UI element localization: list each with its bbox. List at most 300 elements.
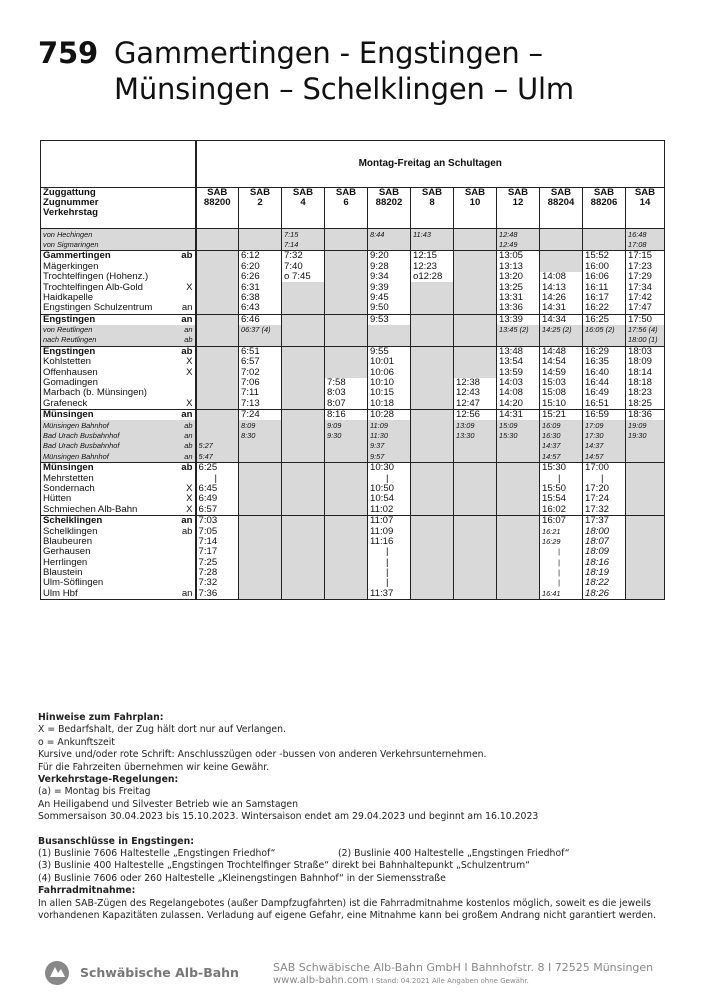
station-name: Mägerkingen bbox=[43, 261, 99, 272]
timetable-row bbox=[41, 229, 665, 240]
time-cell bbox=[411, 410, 454, 421]
route-number: 759 bbox=[38, 36, 98, 70]
time-cell bbox=[411, 303, 454, 314]
stop-flag: ab bbox=[184, 335, 193, 345]
station-name: Blaubeuren bbox=[43, 536, 93, 547]
stop-flag: X bbox=[186, 483, 193, 494]
time-cell bbox=[368, 325, 411, 335]
timetable-row bbox=[41, 526, 665, 536]
timetable-row bbox=[41, 388, 665, 398]
time-cell: 9:20 bbox=[368, 251, 411, 262]
station-name: Schmiechen Alb-Bahn bbox=[43, 504, 138, 515]
station-cell bbox=[41, 578, 196, 588]
stop-flag: an bbox=[181, 314, 193, 325]
timetable-row bbox=[41, 346, 665, 357]
station-cell bbox=[41, 357, 196, 367]
time-cell bbox=[196, 282, 239, 292]
station-name: Herrlingen bbox=[43, 557, 88, 568]
time-cell: 14:08 bbox=[497, 388, 540, 398]
station-cell bbox=[41, 547, 196, 557]
time-cell: 7:17 bbox=[196, 547, 239, 557]
stop-flag: X bbox=[186, 367, 193, 378]
time-cell: 7:32 bbox=[282, 251, 325, 262]
time-cell: 16:51 bbox=[583, 399, 626, 410]
time-cell bbox=[454, 282, 497, 292]
hinweise-heading: Hinweise zum Fahrplan: bbox=[38, 712, 164, 723]
time-cell: | bbox=[540, 473, 583, 483]
time-cell: 18:14 bbox=[626, 367, 665, 377]
time-cell: 18:19 bbox=[583, 568, 626, 578]
brand-name: Schwäbische Alb-Bahn bbox=[80, 965, 239, 980]
company-address: SAB Schwäbische Alb-Bahn GmbH I Bahnhofstr. 8 I 72525 Münsingen bbox=[273, 961, 654, 974]
time-cell bbox=[497, 589, 540, 600]
train-header-cell: 88200 bbox=[196, 198, 239, 208]
time-cell bbox=[196, 357, 239, 367]
time-cell: 10:28 bbox=[368, 410, 411, 421]
time-cell: 12:47 bbox=[454, 399, 497, 410]
time-cell bbox=[411, 357, 454, 367]
timetable-row bbox=[41, 537, 665, 547]
time-cell bbox=[411, 462, 454, 473]
station-name: Engstingen bbox=[43, 346, 96, 357]
stop-flag: an bbox=[181, 409, 193, 421]
time-cell bbox=[325, 505, 368, 516]
time-cell bbox=[282, 589, 325, 600]
time-cell bbox=[454, 558, 497, 568]
time-cell bbox=[411, 431, 454, 441]
time-cell: 9:50 bbox=[368, 303, 411, 314]
time-cell bbox=[239, 462, 282, 473]
train-header-cell: SAB bbox=[583, 188, 626, 199]
time-cell bbox=[325, 473, 368, 483]
time-cell: 12:15 bbox=[411, 251, 454, 262]
row-label: Verkehrstag bbox=[41, 208, 196, 229]
station-name: Marbach (b. Münsingen) bbox=[43, 388, 147, 399]
time-cell bbox=[626, 473, 665, 483]
timetable-row bbox=[41, 494, 665, 504]
stop-flag: an bbox=[181, 515, 193, 527]
time-cell: 10:01 bbox=[368, 357, 411, 367]
row-label: Zugnummer bbox=[41, 198, 196, 208]
time-cell bbox=[325, 293, 368, 303]
time-cell bbox=[454, 568, 497, 578]
station-name: Ulm Hbf bbox=[43, 588, 78, 599]
time-cell: 6:57 bbox=[196, 505, 239, 516]
time-cell bbox=[626, 462, 665, 473]
station-name: Trochtelfingen (Hohenz.) bbox=[43, 271, 149, 283]
time-cell: 16:06 bbox=[583, 272, 626, 282]
time-cell bbox=[411, 240, 454, 251]
time-cell: 15:03 bbox=[540, 378, 583, 388]
time-cell bbox=[626, 568, 665, 578]
timetable-row bbox=[41, 262, 665, 272]
station-name: Münsingen Bahnhof bbox=[43, 451, 109, 461]
time-cell bbox=[411, 484, 454, 494]
time-cell bbox=[282, 388, 325, 398]
time-cell: 7:32 bbox=[196, 578, 239, 588]
train-type-row bbox=[41, 188, 665, 199]
time-cell: 17:30 bbox=[583, 431, 626, 441]
time-cell: 6:38 bbox=[239, 293, 282, 303]
time-cell: 5:27 bbox=[196, 441, 239, 451]
time-cell bbox=[282, 515, 325, 526]
time-cell bbox=[325, 357, 368, 367]
time-cell: 11:43 bbox=[411, 229, 454, 240]
time-cell: 15:21 bbox=[540, 410, 583, 421]
time-cell: 9:28 bbox=[368, 262, 411, 272]
time-cell bbox=[282, 399, 325, 410]
time-cell bbox=[325, 282, 368, 292]
station-cell bbox=[41, 484, 196, 494]
time-cell: 18:03 bbox=[626, 346, 665, 357]
time-cell: 13:54 bbox=[497, 357, 540, 367]
time-cell: 15:50 bbox=[540, 484, 583, 494]
time-cell bbox=[282, 420, 325, 430]
time-cell: 15:08 bbox=[540, 388, 583, 398]
time-cell: 16:17 bbox=[583, 293, 626, 303]
station-cell bbox=[41, 441, 196, 451]
time-cell: 14:03 bbox=[497, 378, 540, 388]
time-cell: 16:25 bbox=[583, 314, 626, 325]
time-cell bbox=[626, 452, 665, 463]
time-cell: 16:07 bbox=[540, 515, 583, 526]
time-cell: 18:22 bbox=[583, 578, 626, 588]
time-cell bbox=[325, 578, 368, 588]
station-name: Schelklingen bbox=[43, 515, 103, 527]
time-cell bbox=[411, 293, 454, 303]
time-cell bbox=[626, 515, 665, 526]
time-cell bbox=[196, 378, 239, 388]
time-cell bbox=[196, 293, 239, 303]
time-cell bbox=[325, 262, 368, 272]
time-cell: | bbox=[368, 558, 411, 568]
time-cell: 12:23 bbox=[411, 262, 454, 272]
station-cell bbox=[41, 388, 196, 398]
time-cell bbox=[454, 240, 497, 251]
station-cell bbox=[41, 240, 196, 251]
time-cell bbox=[411, 420, 454, 430]
time-cell: 11:37 bbox=[368, 589, 411, 600]
time-cell bbox=[626, 547, 665, 557]
time-cell: 18:07 bbox=[583, 537, 626, 547]
time-cell: 17:08 bbox=[626, 240, 665, 251]
time-cell: 15:52 bbox=[583, 251, 626, 262]
time-cell bbox=[239, 578, 282, 588]
time-cell bbox=[540, 262, 583, 272]
time-cell bbox=[454, 589, 497, 600]
time-cell: 17:42 bbox=[626, 293, 665, 303]
time-cell: 7:25 bbox=[196, 558, 239, 568]
time-cell: 16:22 bbox=[583, 303, 626, 314]
train-header-cell: SAB bbox=[540, 188, 583, 199]
time-cell bbox=[411, 367, 454, 377]
title-line-1: Gammertingen - Engstingen – bbox=[114, 36, 543, 70]
time-cell: | bbox=[540, 547, 583, 557]
station-name: Engstingen bbox=[43, 314, 96, 325]
fahrrad-heading: Fahrradmitnahme: bbox=[38, 885, 136, 897]
time-cell bbox=[497, 547, 540, 557]
bus-note-4: (4) Buslinie 7606 oder 260 Haltestelle „Kleinengstingen Bahnhof“ in der Siemensstraße bbox=[38, 872, 446, 884]
time-cell: 14:31 bbox=[497, 410, 540, 421]
time-cell bbox=[454, 515, 497, 526]
time-cell bbox=[325, 346, 368, 357]
stop-flag: ab bbox=[181, 346, 193, 357]
verkehrstag-cell bbox=[282, 208, 325, 229]
time-cell bbox=[325, 568, 368, 578]
fahrrad-text: In allen SAB-Zügen des Regelangebotes (außer Dampfzugfahrten) ist die Fahrradmitnahme kostenlos möglich, soweit es die jeweils vorhandenen Kapazitäten zulassen. Verladung auf eigene Gefahr, eine Mitnahme kann bei großem Andrang nicht garantiert werden. bbox=[38, 897, 657, 922]
time-cell bbox=[239, 441, 282, 451]
station-cell bbox=[41, 515, 196, 526]
timetable-row bbox=[41, 293, 665, 303]
website-link[interactable]: www.alb-bahn.com bbox=[273, 975, 369, 986]
time-cell: 12:49 bbox=[497, 240, 540, 251]
station-name: Bad Urach Busbahnhof bbox=[43, 441, 120, 451]
time-cell: | bbox=[540, 578, 583, 588]
bus-note-2: (2) Buslinie 400 Haltestelle „Engstingen Friedhof“ bbox=[338, 848, 570, 860]
time-cell: 10:06 bbox=[368, 367, 411, 377]
verkehrstag-cell bbox=[196, 208, 239, 229]
station-name: Gerhausen bbox=[43, 547, 91, 558]
timetable-row bbox=[41, 303, 665, 314]
time-cell: 10:10 bbox=[368, 378, 411, 388]
time-cell bbox=[626, 484, 665, 494]
time-cell bbox=[454, 367, 497, 377]
time-cell: 6:26 bbox=[239, 272, 282, 282]
time-cell bbox=[454, 441, 497, 451]
timetable bbox=[40, 140, 665, 600]
time-cell: 16:02 bbox=[540, 505, 583, 516]
station-name: Mehrstetten bbox=[43, 473, 94, 484]
time-cell: 8:30 bbox=[239, 431, 282, 441]
time-cell: 13:59 bbox=[497, 367, 540, 377]
time-cell: 18:00 (1) bbox=[626, 335, 665, 346]
station-cell bbox=[41, 494, 196, 504]
time-cell bbox=[454, 293, 497, 303]
time-cell: 9:34 bbox=[368, 272, 411, 282]
station-name: Schelklingen bbox=[43, 526, 98, 537]
time-cell: 6:31 bbox=[239, 282, 282, 292]
station-cell bbox=[41, 335, 196, 346]
time-cell bbox=[325, 303, 368, 314]
time-cell: 17:37 bbox=[583, 515, 626, 526]
time-cell: 13:05 bbox=[497, 251, 540, 262]
train-header-cell: SAB bbox=[282, 188, 325, 199]
time-cell bbox=[454, 229, 497, 240]
time-cell bbox=[196, 240, 239, 251]
time-cell bbox=[239, 568, 282, 578]
title-line-2: Münsingen – Schelklingen – Ulm bbox=[114, 72, 574, 106]
time-cell bbox=[325, 515, 368, 526]
time-cell bbox=[583, 229, 626, 240]
timetable-row bbox=[41, 410, 665, 421]
time-cell bbox=[282, 325, 325, 335]
time-cell: 16:05 (2) bbox=[583, 325, 626, 335]
time-cell: 18:16 bbox=[583, 558, 626, 568]
time-cell bbox=[497, 473, 540, 483]
time-cell: 17:34 bbox=[626, 282, 665, 292]
time-cell bbox=[282, 568, 325, 578]
time-cell: 18:00 bbox=[583, 526, 626, 536]
stop-flag: X bbox=[186, 282, 193, 293]
time-cell bbox=[282, 367, 325, 377]
timetable-row bbox=[41, 367, 665, 377]
station-name: Blaustein bbox=[43, 567, 83, 579]
time-cell bbox=[325, 314, 368, 325]
time-cell: 17:09 bbox=[583, 420, 626, 430]
time-cell bbox=[239, 473, 282, 483]
time-cell: | bbox=[540, 568, 583, 578]
bus-note-3: (3) Buslinie 400 Haltestelle „Engstingen Trochtelfinger Straße“ direkt bei Bahnhaltepunkt „Schulzentrum“ bbox=[38, 860, 530, 872]
time-cell bbox=[196, 399, 239, 410]
time-cell: | bbox=[368, 547, 411, 557]
time-cell: 7:15 bbox=[282, 229, 325, 240]
time-cell bbox=[239, 335, 282, 346]
time-cell bbox=[411, 378, 454, 388]
station-name: Münsingen Bahnhof bbox=[43, 420, 109, 430]
timetable-row bbox=[41, 547, 665, 557]
time-cell: 17:20 bbox=[583, 484, 626, 494]
time-cell bbox=[282, 452, 325, 463]
time-cell: 17:50 bbox=[626, 314, 665, 325]
time-cell bbox=[497, 568, 540, 578]
time-cell: 7:11 bbox=[239, 388, 282, 398]
note-line: (a) = Montag bis Freitag bbox=[38, 786, 151, 798]
time-cell bbox=[282, 484, 325, 494]
note-line: X = Bedarfshalt, der Zug hält dort nur auf Verlangen. bbox=[38, 724, 286, 736]
time-cell bbox=[325, 494, 368, 504]
verkehrstag-row bbox=[41, 208, 665, 229]
sab-logo-icon bbox=[44, 960, 70, 986]
time-cell bbox=[325, 240, 368, 251]
stop-flag: X bbox=[186, 398, 193, 409]
time-cell: 18:09 bbox=[583, 547, 626, 557]
time-cell: 17:56 (4) bbox=[626, 325, 665, 335]
time-cell: 16:59 bbox=[583, 410, 626, 421]
service-days-label: Montag-Freitag an Schultagen bbox=[196, 141, 665, 188]
station-name: Grafeneck bbox=[43, 398, 88, 409]
time-cell bbox=[411, 558, 454, 568]
time-cell: 9:37 bbox=[368, 441, 411, 451]
time-cell bbox=[454, 484, 497, 494]
bus-note-1: (1) Buslinie 7606 Haltestelle „Engstingen Friedhof“ bbox=[38, 848, 276, 860]
time-cell: 16:09 bbox=[540, 420, 583, 430]
time-cell: 14:13 bbox=[540, 282, 583, 292]
time-cell bbox=[282, 505, 325, 516]
time-cell: 13:13 bbox=[497, 262, 540, 272]
station-name: von Sigmaringen bbox=[43, 239, 99, 249]
station-cell bbox=[41, 251, 196, 262]
time-cell: 13:48 bbox=[497, 346, 540, 357]
timetable-row bbox=[41, 357, 665, 367]
time-cell bbox=[239, 526, 282, 536]
station-name: von Hechingen bbox=[43, 229, 93, 239]
station-cell bbox=[41, 325, 196, 335]
time-cell bbox=[325, 251, 368, 262]
time-cell: | bbox=[368, 578, 411, 588]
train-header-cell: SAB bbox=[368, 188, 411, 199]
station-cell bbox=[41, 558, 196, 568]
station-cell bbox=[41, 526, 196, 536]
station-name: nach Reutlingen bbox=[43, 335, 97, 345]
time-cell: 6:43 bbox=[239, 303, 282, 314]
time-cell: 11:07 bbox=[368, 515, 411, 526]
station-name: Münsingen bbox=[43, 409, 94, 421]
time-cell bbox=[282, 431, 325, 441]
time-cell bbox=[239, 240, 282, 251]
time-cell: 14:54 bbox=[540, 357, 583, 367]
station-cell bbox=[41, 303, 196, 314]
time-cell: 13:30 bbox=[454, 431, 497, 441]
time-cell: 9:30 bbox=[325, 431, 368, 441]
time-cell bbox=[540, 335, 583, 346]
timetable-row bbox=[41, 462, 665, 473]
time-cell: 5:47 bbox=[196, 452, 239, 463]
time-cell bbox=[282, 303, 325, 314]
time-cell: 13:20 bbox=[497, 272, 540, 282]
time-cell bbox=[196, 272, 239, 282]
page-title bbox=[38, 35, 574, 107]
time-cell: 16:41 bbox=[540, 589, 583, 600]
time-cell: 8:03 bbox=[325, 388, 368, 398]
time-cell bbox=[325, 452, 368, 463]
time-cell: 10:15 bbox=[368, 388, 411, 398]
time-cell: 7:13 bbox=[239, 399, 282, 410]
notes-section bbox=[38, 712, 678, 923]
station-name: Bad Urach Busbahnhof bbox=[43, 431, 120, 440]
station-cell bbox=[41, 314, 196, 325]
station-name: von Reutlingen bbox=[43, 325, 93, 335]
time-cell bbox=[454, 346, 497, 357]
station-cell bbox=[41, 410, 196, 421]
stop-flag: an bbox=[181, 588, 193, 599]
verkehrstag-cell bbox=[583, 208, 626, 229]
time-cell: 18:18 bbox=[626, 378, 665, 388]
note-line: An Heiligabend und Silvester Betrieb wie an Samstagen bbox=[38, 798, 299, 810]
time-cell bbox=[626, 558, 665, 568]
time-cell bbox=[497, 578, 540, 588]
stop-flag: X bbox=[186, 504, 193, 515]
stop-flag: ab bbox=[181, 250, 193, 262]
time-cell bbox=[325, 484, 368, 494]
train-header-cell: 88202 bbox=[368, 198, 411, 208]
verkehrstag-cell bbox=[497, 208, 540, 229]
timetable-row bbox=[41, 240, 665, 251]
time-cell: 10:54 bbox=[368, 494, 411, 504]
time-cell bbox=[196, 251, 239, 262]
time-cell bbox=[239, 229, 282, 240]
time-cell bbox=[626, 589, 665, 600]
timetable-row bbox=[41, 420, 665, 430]
time-cell bbox=[282, 526, 325, 536]
time-cell bbox=[411, 526, 454, 536]
time-cell bbox=[454, 452, 497, 463]
time-cell: 9:45 bbox=[368, 293, 411, 303]
time-cell: 19:30 bbox=[626, 431, 665, 441]
time-cell bbox=[454, 335, 497, 346]
time-cell bbox=[282, 335, 325, 346]
time-cell bbox=[196, 431, 239, 441]
time-cell bbox=[239, 452, 282, 463]
time-cell: 9:53 bbox=[368, 314, 411, 325]
time-cell: 11:02 bbox=[368, 505, 411, 516]
time-cell bbox=[497, 462, 540, 473]
time-cell: 11:16 bbox=[368, 537, 411, 547]
time-cell bbox=[540, 251, 583, 262]
stop-flag: ab bbox=[184, 441, 193, 451]
time-cell bbox=[282, 537, 325, 547]
time-cell: 9:09 bbox=[325, 420, 368, 430]
stop-flag: ab bbox=[181, 526, 193, 537]
